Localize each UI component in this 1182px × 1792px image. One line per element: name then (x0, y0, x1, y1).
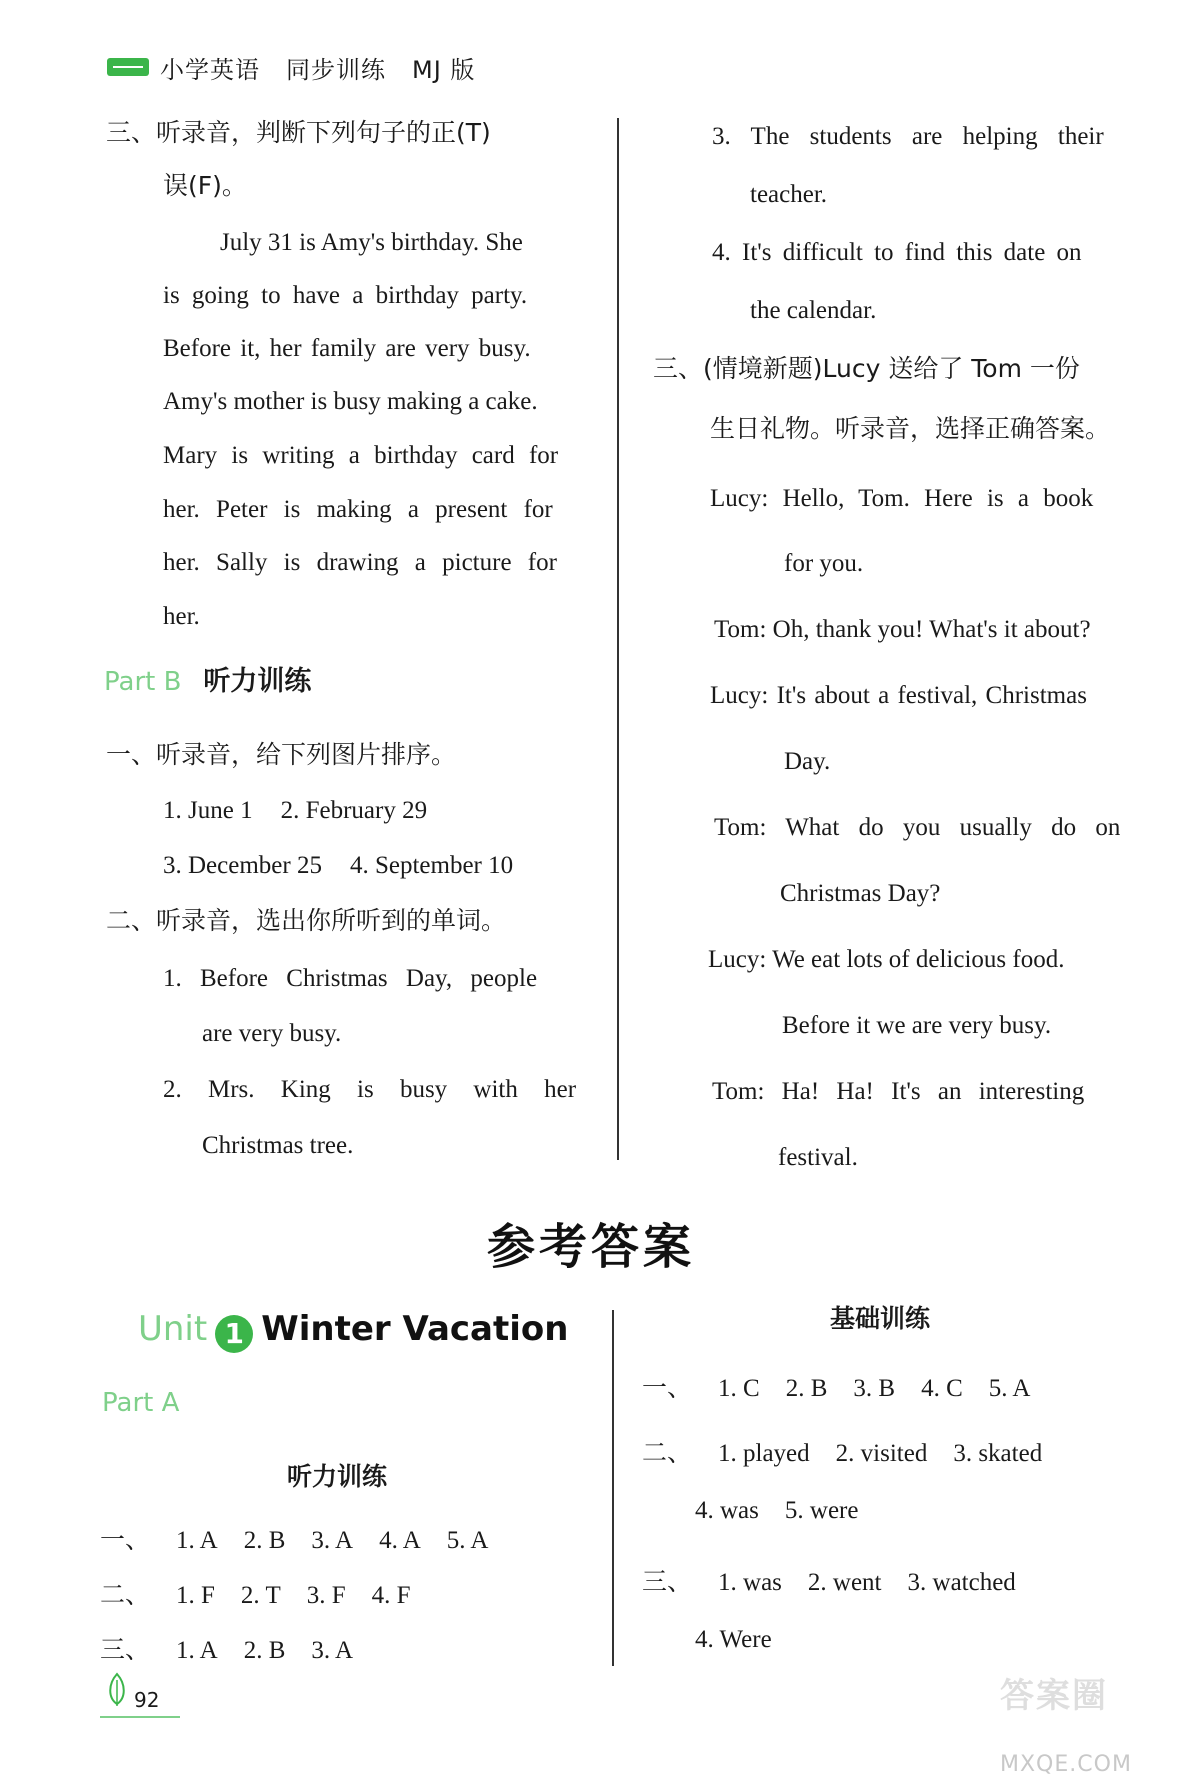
answer-prefix: 三、 (642, 1567, 693, 1596)
passage-line: her. (163, 603, 200, 630)
answer-item: 1. A (176, 1527, 218, 1554)
dialogue-line: Tom: Oh, thank you! What's it about? (714, 616, 1091, 643)
s1-item: 1. June 1 (163, 797, 253, 824)
answer-row (642, 1562, 1016, 1598)
answer-prefix: 二、 (100, 1580, 151, 1609)
unit-heading (138, 1309, 569, 1353)
answer-item: 4. A (379, 1527, 421, 1554)
answers-title: 参考答案 (486, 1219, 695, 1275)
answer-item: 5. were (784, 1497, 859, 1524)
unit-number-badge: 1 (215, 1315, 253, 1353)
answer-item: 2. B (243, 1637, 286, 1664)
dialogue-line: festival. (778, 1144, 858, 1171)
s2-item: are very busy. (202, 1020, 342, 1047)
dialogue-line: for you. (784, 550, 864, 577)
dialogue-line: Christmas Day? (780, 880, 941, 907)
answer-item: 5. A (446, 1527, 489, 1554)
right-sec3-title-a: 三、(情境新题)Lucy 送给了 Tom 一份 (653, 354, 1080, 383)
answer-row (642, 1433, 1042, 1469)
right-sec3-title-b: 生日礼物。听录音，选择正确答案。 (710, 414, 1111, 443)
answer-item: 3. F (306, 1582, 346, 1609)
left-sec1-title: 一、听录音，给下列图片排序。 (106, 740, 457, 769)
part-b-heading (104, 668, 311, 695)
part-b-title: 听力训练 (203, 666, 312, 697)
answer-row (100, 1630, 353, 1666)
answer-item: 5. A (988, 1375, 1031, 1402)
answer-prefix: 一、 (100, 1525, 151, 1554)
answer-item: 1. A (176, 1637, 218, 1664)
passage-line: Amy's mother is busy making a cake. (163, 388, 538, 415)
answer-item: 2. T (240, 1582, 281, 1609)
answer-item: 2. B (785, 1375, 828, 1402)
left-sec2-title: 二、听录音，选出你所听到的单词。 (106, 906, 507, 935)
answer-item: 4. C (921, 1375, 963, 1402)
unit-title: Winter Vacation (261, 1309, 569, 1349)
answer-item: 3. A (311, 1637, 354, 1664)
left-sec3-title-a: 三、听录音，判断下列句子的正(T) (106, 118, 491, 147)
column-divider-top (617, 118, 619, 1160)
answer-row (695, 1626, 772, 1654)
answer-row (100, 1575, 411, 1611)
header-series: 小学英语 (160, 56, 260, 84)
answer-item: 2. went (807, 1569, 882, 1596)
passage-line: her. Sally is drawing a picture for (163, 549, 557, 576)
s2-item: 2. Mrs. King is busy with her (163, 1076, 577, 1103)
s2-item: 1. Before Christmas Day, people (163, 965, 538, 992)
passage-line: Mary is writing a birthday card for (163, 442, 559, 469)
answer-item: 4. Were (695, 1626, 772, 1653)
passage-line: is going to have a birthday party. (163, 282, 528, 309)
right-item: teacher. (750, 181, 828, 208)
s1-item: 4. September 10 (349, 852, 514, 879)
watermark-url: MXQE.COM (1000, 1752, 1132, 1777)
passage-line: her. Peter is making a present for (163, 496, 553, 523)
right-item: the calendar. (750, 297, 877, 324)
listening-heading: 听力训练 (287, 1462, 388, 1491)
answer-prefix: 一、 (642, 1373, 693, 1402)
answer-item: 3. watched (907, 1569, 1016, 1596)
answer-item: 3. skated (953, 1440, 1043, 1467)
left-sec3-title-b: 误(F)。 (163, 171, 247, 200)
dialogue-line: Tom: What do you usually do on (714, 814, 1121, 841)
column-divider-bottom (612, 1310, 614, 1666)
answer-item: 1. played (718, 1440, 810, 1467)
dialogue-line: Lucy: Hello, Tom. Here is a book (710, 485, 1094, 512)
answer-item: 1. F (176, 1582, 215, 1609)
dialogue-line: Tom: Ha! Ha! It's an interesting (712, 1078, 1085, 1105)
part-a-label: Part A (102, 1388, 180, 1418)
basic-heading: 基础训练 (830, 1304, 931, 1333)
s2-item: Christmas tree. (202, 1132, 354, 1159)
answer-row (100, 1520, 488, 1556)
part-b-label: Part B (104, 667, 182, 697)
answer-item: 3. A (311, 1527, 354, 1554)
leaf-icon (104, 1672, 130, 1708)
answer-item: 2. visited (835, 1440, 928, 1467)
s1-item: 3. December 25 (163, 852, 322, 879)
dialogue-line: Before it we are very busy. (782, 1012, 1052, 1039)
right-item: 4. It's difficult to find this date on (712, 239, 1082, 266)
page-number: 92 (134, 1688, 160, 1712)
answer-item: 1. was (718, 1569, 782, 1596)
header-book: 同步训练 (286, 56, 386, 84)
right-item: 3. The students are helping their (712, 123, 1104, 150)
answer-item: 4. F (371, 1582, 411, 1609)
series-logo (107, 58, 149, 76)
answer-prefix: 三、 (100, 1635, 151, 1664)
unit-word: Unit (138, 1309, 208, 1349)
answer-row (695, 1497, 858, 1525)
answer-prefix: 二、 (642, 1438, 693, 1467)
passage-line: July 31 is Amy's birthday. She (220, 229, 523, 256)
s1-row1 (163, 798, 427, 823)
answer-item: 3. B (853, 1375, 896, 1402)
answer-item: 1. C (718, 1375, 760, 1402)
dialogue-line: Day. (784, 748, 831, 775)
passage-line: Before it, her family are very busy. (163, 335, 531, 362)
s1-row2 (163, 853, 513, 878)
running-header (160, 50, 501, 85)
watermark-logo: 答案圈 (1000, 1676, 1108, 1716)
dialogue-line: Lucy: We eat lots of delicious food. (708, 946, 1065, 973)
answer-item: 2. B (243, 1527, 286, 1554)
s1-item: 2. February 29 (280, 797, 428, 824)
answer-item: 4. was (695, 1497, 759, 1524)
page-number-underline (100, 1716, 180, 1718)
dialogue-line: Lucy: It's about a festival, Christmas (710, 682, 1087, 709)
answer-row (642, 1368, 1030, 1404)
header-edition: MJ 版 (412, 56, 476, 84)
